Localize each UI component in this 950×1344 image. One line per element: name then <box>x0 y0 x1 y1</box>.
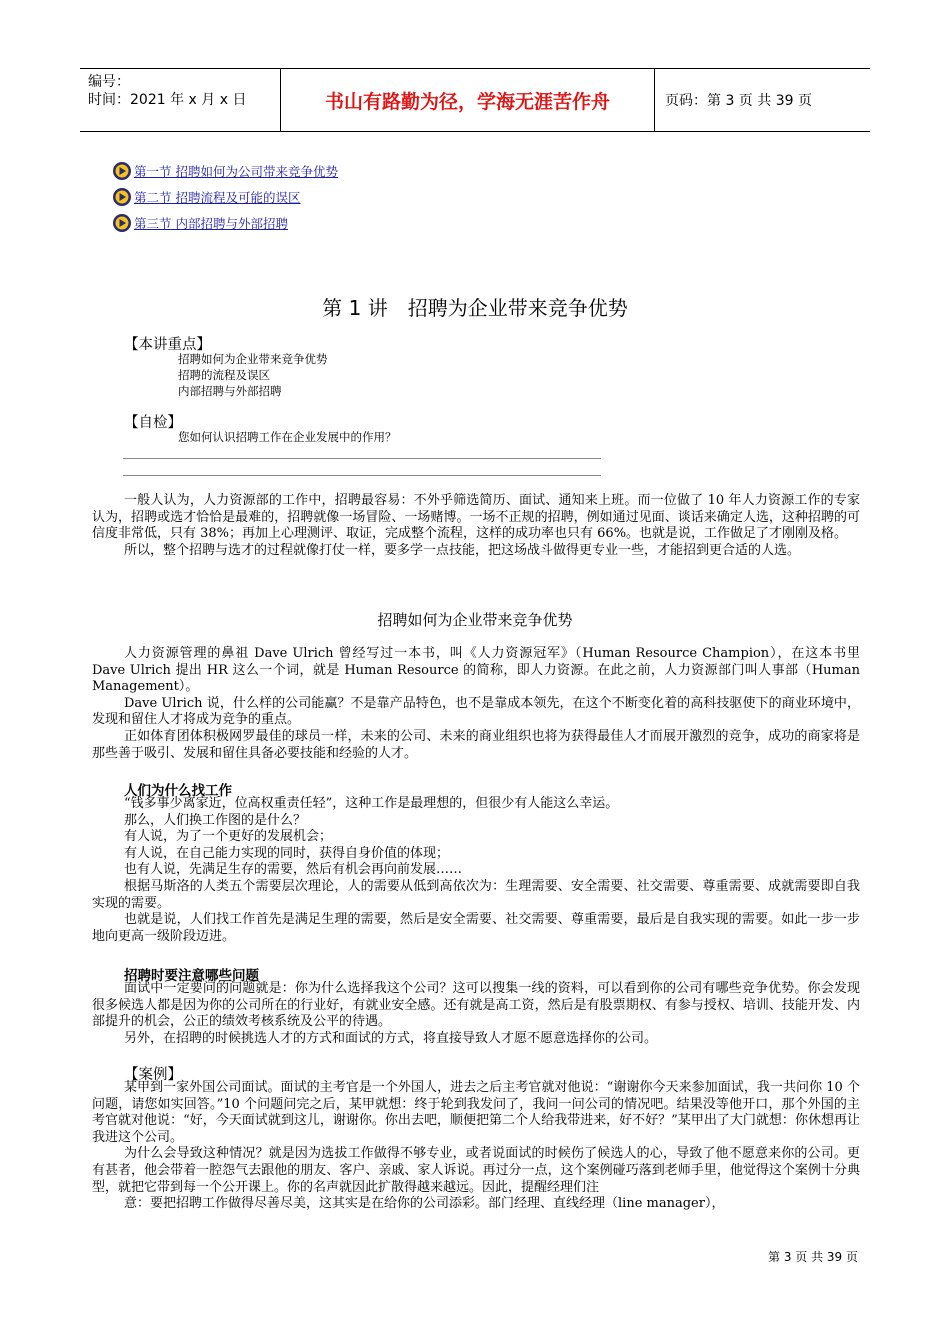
page-header <box>80 68 870 132</box>
paragraph: 那么，人们换工作图的是什么？ <box>124 812 307 828</box>
section-toc <box>112 158 338 236</box>
paragraph: 所以，整个招聘与选才的过程就像打仗一样，要多学一点技能，把这场战斗做得更专业一些，才能招到更合适的人选。 <box>124 542 801 558</box>
paragraph: 根据马斯洛的人类五个需要层次理论，人的需要从低到高依次为：生理需要、安全需要、社交需要、尊重需要、成就需要即自我实现的需要。 <box>92 878 860 911</box>
key-point: 招聘的流程及误区 <box>178 368 270 382</box>
paragraph: 人力资源管理的鼻祖 Dave Ulrich 曾经写过一本书，叫《人力资源冠军》（Human Resource Champion），在这本书里 Dave Ulrich 提出 HR 这么一个词，就是 Human Resource 的简称，即人力资源。在此之前，人力资源部门叫人事部（Human Management）。 <box>92 646 860 695</box>
section-body <box>92 796 860 945</box>
header-meta <box>80 69 280 131</box>
section-body <box>92 981 860 1047</box>
paragraph: 面试中一定要问的问题就是：你为什么选择我这个公司？这可以搜集一线的资料，可以看到你的公司有哪些竞争优势。你会发现很多候选人都是因为你的公司所在的行业好，有就业安全感。还有就是高工资，然后是有股票期权、有参与授权、培训、技能开发、内部提升的机会，公正的绩效考核系统及公平的待遇。 <box>92 981 860 1030</box>
paragraph: “钱多事少离家近，位高权重责任轻”，这种工作是最理想的，但很少有人能这么幸运。 <box>124 796 619 811</box>
paragraph: 有人说，在自己能力实现的同时，获得自身价值的体现； <box>124 845 450 861</box>
answer-line <box>123 475 601 476</box>
toc-item[interactable] <box>112 158 338 184</box>
subsection-heading: 招聘时要注意哪些问题 <box>124 968 259 984</box>
paragraph: 正如体育团体积极网罗最佳的球员一样，未来的公司、未来的商业组织也将为获得最佳人才而展开激烈的竞争，成功的商家将是那些善于吸引、发展和留住具备必要技能和经验的人才。 <box>92 728 860 761</box>
key-points-label: 【本讲重点】 <box>124 337 211 353</box>
toc-link[interactable]: 第二节 招聘流程及可能的误区 <box>134 190 301 205</box>
section-title: 招聘如何为企业带来竞争优势 <box>377 611 573 629</box>
paragraph: 有人说，为了一个更好的发展机会； <box>124 829 333 845</box>
paragraph: 为什么会导致这种情况？就是因为选拔工作做得不够专业，或者说面试的时候伤了候选人的心，导致了他不愿意来你的公司。更有甚者，他会带着一腔怨气去跟他的朋友、客户、亲戚、家人诉说。再过分一点，这个案例碰巧落到老师手里，他觉得这个案例十分典型，就把它带到每一个公开课上。你的名声就因此扩散得越来越远。因此，提醒经理们注 <box>92 1146 860 1195</box>
self-check-label: 【自检】 <box>124 415 182 431</box>
paragraph: 另外，在招聘的时候挑选人才的方式和面试的方式，将直接导致人才愿不愿意选择你的公司。 <box>124 1030 658 1046</box>
subsection-heading: 人们为什么找工作 <box>124 783 232 799</box>
paragraph: 也有人说，先满足生存的需要，然后有机会再向前发展…… <box>124 862 463 878</box>
number-label: 编号： <box>88 74 130 90</box>
header-motto: 书山有路勤为径，学海无涯苦作舟 <box>280 69 655 131</box>
case-body <box>92 1080 860 1213</box>
key-points-list <box>178 351 328 399</box>
case-label: 【案例】 <box>124 1067 182 1083</box>
intro-body <box>92 493 860 559</box>
play-button-icon <box>112 213 132 233</box>
section-body <box>92 646 860 762</box>
play-button-icon <box>112 187 132 207</box>
self-check-question: 您如何认识招聘工作在企业发展中的作用？ <box>178 430 397 444</box>
key-point: 内部招聘与外部招聘 <box>178 384 282 398</box>
page-footer: 第 3 页 共 39 页 <box>768 1250 858 1264</box>
key-point: 招聘如何为企业带来竞争优势 <box>178 352 328 366</box>
toc-link[interactable]: 第一节 招聘如何为公司带来竞争优势 <box>134 164 338 179</box>
paragraph: 某甲到一家外国公司面试。面试的主考官是一个外国人，进去之后主考官就对他说：“谢谢你今天来参加面试，我一共问你 10 个问题，请您如实回答。”10 个问题问完之后，某甲就想：终于轮到我发问了，我问一问公司的情况吧。结果没等他开口，那个外国的主考官就对他说：“好，今天面试就到这儿，谢谢你。你出去吧，顺便把第二个人给我带进来，好不好？”某甲出了大门就想：你休想再让我进这个公司。 <box>92 1080 860 1145</box>
toc-link[interactable]: 第三节 内部招聘与外部招聘 <box>134 216 288 231</box>
paragraph: 也就是说，人们找工作首先是满足生理的需要，然后是安全需要、社交需要、尊重需要，最后是自我实现的需要。如此一步一步地向更高一级阶段迈进。 <box>92 912 860 944</box>
paragraph: 一般人认为，人力资源部的工作中，招聘最容易：不外乎筛选简历、面试、通知来上班。而一位做了 10 年人力资源工作的专家认为，招聘或选才恰恰是最难的，招聘就像一场冒险、一场赌博。一场不正规的招聘，例如通过见面、谈话来确定人选，这种招聘的可信度非常低，只有 38%；再加上心理测评、取证，完成整个流程，这样的成功率也只有 66%。也就是说，工作做足了才刚刚及格。 <box>92 493 860 542</box>
paragraph: 意：要把招聘工作做得尽善尽美，这其实是在给你的公司添彩。部门经理、直线经理（line manager）， <box>124 1196 725 1212</box>
lecture-title: 第 1 讲 招聘为企业带来竞争优势 <box>322 296 628 320</box>
answer-line <box>123 458 601 459</box>
toc-item[interactable] <box>112 184 338 210</box>
play-button-icon <box>112 161 132 181</box>
paragraph: Dave Ulrich 说，什么样的公司能赢？不是靠产品特色，也不是靠成本领先，在这个不断变化着的高科技驱使下的商业环境中，发现和留住人才将成为竞争的重点。 <box>92 695 860 728</box>
header-page-label: 页码：第 3 页 共 39 页 <box>665 93 812 109</box>
time-label: 时间：2021 年 x 月 x 日 <box>88 92 247 108</box>
toc-item[interactable] <box>112 210 338 236</box>
